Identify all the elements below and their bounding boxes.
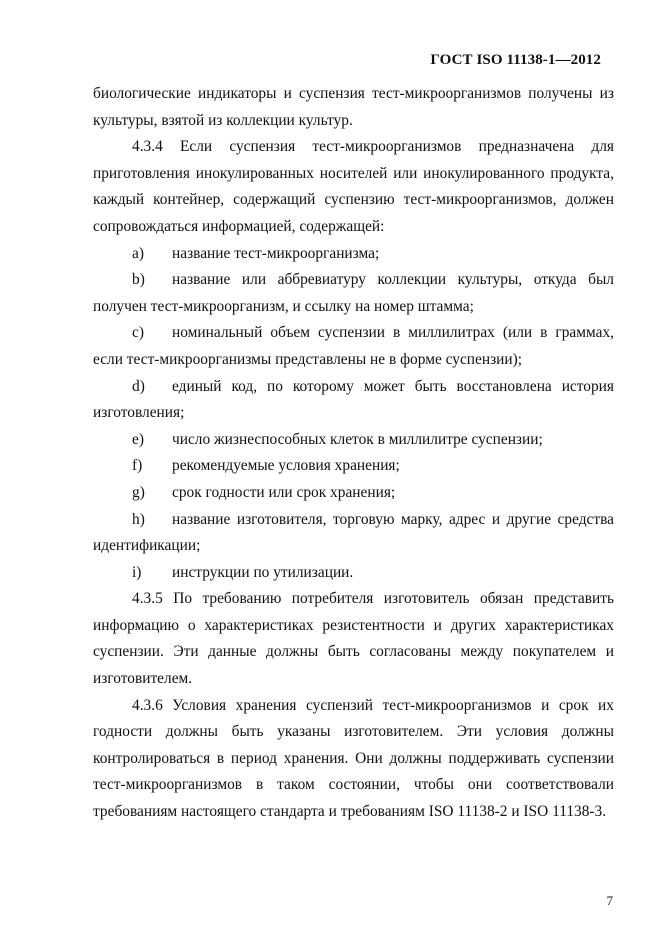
paragraph-4-3-4: 4.3.4 Если суспензия тест-микроорганизмов предназначена для приготовления инокулированных носителей или инокулированного продукта, каждый контейнер, содержащий суспензию тест-микроорганизмов, должен сопровождаться информацией, содержащей: (93, 138, 614, 235)
list-item-letter: d) (132, 377, 145, 395)
list-item-text: название изготовителя, торговую марку, адрес и другие средства идентификации; (93, 510, 614, 555)
paragraph-intro: биологические индикаторы и суспензия тест-микроорганизмов получены из культуры, взятой из коллекции культур. (93, 85, 614, 129)
list-item-letter: i) (132, 563, 142, 581)
list-item-letter: а) (132, 244, 144, 262)
list-item-text: название или аббревиатуру коллекции культуры, откуда был получен тест-микроорганизм, и ссылку на номер штамма; (93, 271, 614, 315)
list-item-letter: g) (132, 483, 145, 501)
list-item-e (93, 427, 614, 454)
standard-header: ГОСТ ISO 11138-1—2012 (430, 52, 601, 68)
list-item-i (93, 560, 614, 587)
list-item-d (93, 374, 614, 427)
list-item-letter: h) (132, 510, 145, 528)
list-item-c (93, 320, 614, 373)
list-item-letter: e) (132, 430, 144, 448)
list-item-a (93, 241, 614, 268)
list-item-letter: b) (132, 271, 145, 289)
list-item-letter: f) (132, 457, 143, 475)
list-item-b (93, 267, 614, 320)
list-item-text: единый код, по которому может быть восстановлена история изготовления; (93, 377, 614, 422)
document-body (93, 81, 614, 826)
paragraph-4-3-5: 4.3.5 По требованию потребителя изготовитель обязан представить информацию о характеристиках резистентности и других характеристиках суспензии. Эти данные должны быть согласованы между покупателем и изготовителем. (93, 590, 614, 688)
list-item-letter: c) (132, 324, 144, 342)
paragraph-4-3-6: 4.3.6 Условия хранения суспензий тест-микроорганизмов и срок их годности должны быть указаны изготовителем. Эти условия должны контролироваться в период хранения. Они должны поддерживать суспензии тест-микроорганизмов в таком состоянии, чтобы они соответствовали требованиям настоящего стандарта и требованиям ISO 11138-2 и ISO 11138-3. (93, 696, 614, 821)
list-item-text: число жизнеспособных клеток в миллилитре суспензии; (172, 430, 543, 448)
list-item-text: рекомендуемые условия хранения; (172, 457, 400, 475)
page-number: 7 (606, 893, 613, 908)
list-item-h (93, 507, 614, 560)
list-item-text: срок годности или срок хранения; (172, 483, 396, 501)
list-item-text: инструкции по утилизации. (172, 563, 354, 581)
list-item-text: номинальный объем суспензии в миллилитрах (или в граммах, если тест-микроорганизмы представлены не в форме суспензии); (93, 324, 614, 368)
list-item-g (93, 480, 614, 507)
list-item-f (93, 453, 614, 480)
list-item-text: название тест-микроорганизма; (172, 244, 380, 262)
